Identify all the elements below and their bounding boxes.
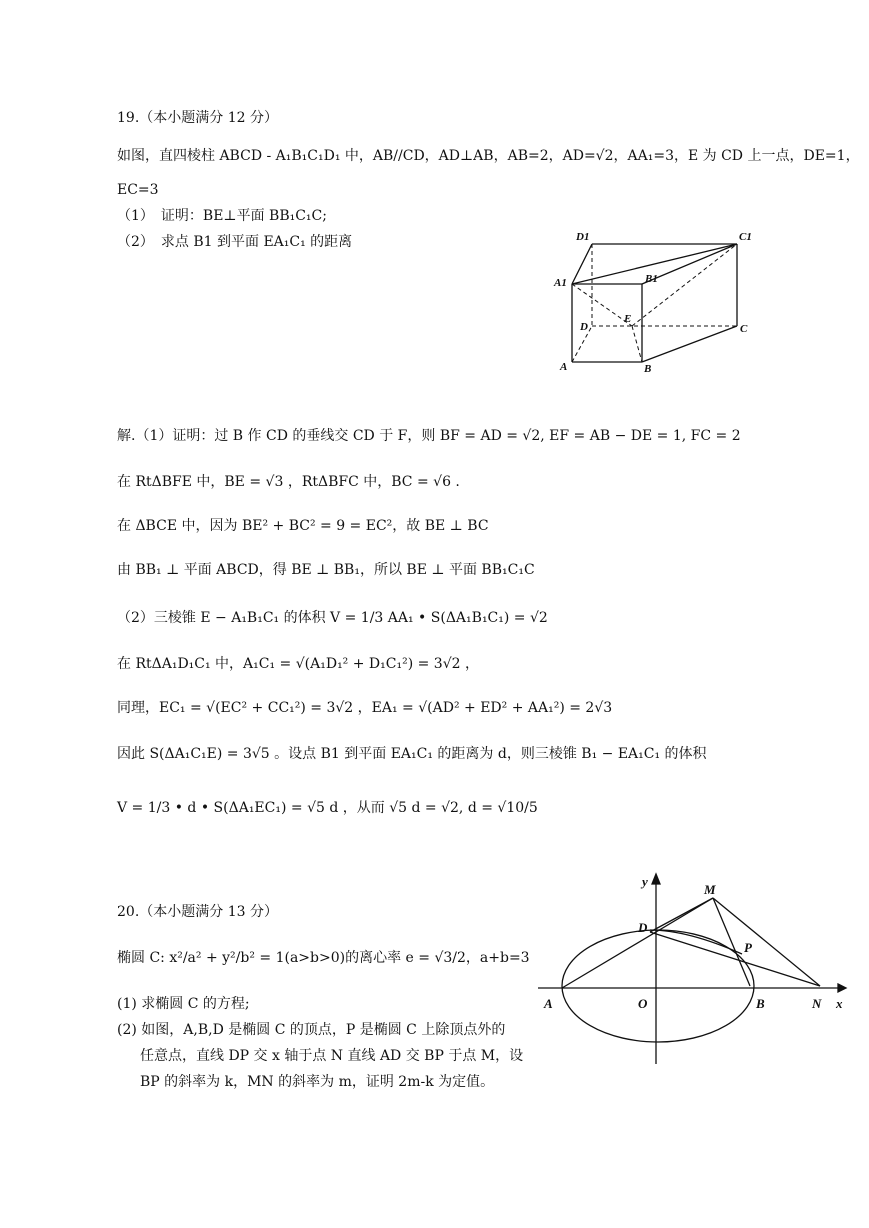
q20-part2-line3: BP 的斜率为 k，MN 的斜率为 m，证明 2m-k 为定值。 [140, 1074, 495, 1090]
label-x: x [836, 996, 843, 1011]
label-n: N [812, 996, 822, 1011]
solution-step9: V = 1/3 • d • S(ΔA₁EC₁) = √5 d ，从而 √5 d = √2, d = √10/5 [117, 800, 538, 816]
q20-header: 20.（本小题满分 13 分） [117, 904, 278, 920]
label-c: C [740, 323, 748, 335]
solution-step2: 在 RtΔBFE 中，BE = √3 ，RtΔBFC 中，BC = √6 . [117, 474, 460, 490]
solution-step8: 因此 S(ΔA₁C₁E) = 3√5 。设点 B1 到平面 EA₁C₁ 的距离为 d，则三棱锥 B₁ − EA₁C₁ 的体积 [117, 746, 707, 762]
label-e: E [624, 313, 632, 325]
q19-statement-line1: 如图，直四棱柱 ABCD - A₁B₁C₁D₁ 中，AB//CD，AD⊥AB，AB=2，AD=√2，AA₁=3，E 为 CD 上一点，DE=1， [117, 148, 860, 164]
label-d1: D1 [576, 231, 590, 243]
q20-statement: 椭圆 C: x²/a² + y²/b² = 1(a>b>0)的离心率 e = √3/2，a+b=3 [117, 950, 530, 966]
label-d: D [580, 321, 588, 333]
label-m: M [704, 882, 716, 897]
q20-part2-line2: 任意点，直线 DP 交 x 轴于点 N 直线 AD 交 BP 于点 M，设 [140, 1048, 524, 1064]
label-b: B [756, 996, 765, 1011]
label-a1: A1 [554, 277, 567, 289]
q19-statement-line2: EC=3 [117, 182, 159, 198]
q19-part2: （2） 求点 B1 到平面 EA₁C₁ 的距离 [117, 234, 353, 250]
q20-part2-line1: (2) 如图，A,B,D 是椭圆 C 的顶点，P 是椭圆 C 上除顶点外的 [117, 1022, 506, 1038]
label-o: O [638, 996, 648, 1011]
q19-part1: （1） 证明：BE⊥平面 BB₁C₁C; [117, 208, 327, 224]
prism-figure [552, 222, 757, 374]
solution-step7: 同理，EC₁ = √(EC² + CC₁²) = 3√2 ，EA₁ = √(AD² + ED² + AA₁²) = 2√3 [117, 700, 613, 716]
label-p: P [744, 940, 752, 955]
label-d: D [638, 920, 648, 935]
solution-step4: 由 BB₁ ⊥ 平面 ABCD，得 BE ⊥ BB₁，所以 BE ⊥ 平面 BB₁C₁C [117, 562, 535, 578]
q19-header: 19.（本小题满分 12 分） [117, 110, 278, 126]
ellipse-figure [528, 868, 853, 1068]
label-a: A [544, 996, 553, 1011]
label-a: A [560, 361, 568, 373]
label-c1: C1 [739, 231, 752, 243]
solution-step3: 在 ΔBCE 中，因为 BE² + BC² = 9 = EC²，故 BE ⊥ BC [117, 518, 489, 534]
label-b1: B1 [645, 273, 658, 285]
solution-step5: （2）三棱锥 E − A₁B₁C₁ 的体积 V = 1/3 AA₁ • S(ΔA₁B₁C₁) = √2 [117, 610, 548, 626]
solution-step6: 在 RtΔA₁D₁C₁ 中，A₁C₁ = √(A₁D₁² + D₁C₁²) = 3√2 ， [117, 656, 479, 672]
label-y: y [642, 874, 648, 889]
solution-step1: 解.（1）证明：过 B 作 CD 的垂线交 CD 于 F，则 BF = AD = √2, EF = AB − DE = 1, FC = 2 [117, 428, 741, 444]
label-b: B [644, 363, 652, 374]
q20-part1: (1) 求椭圆 C 的方程; [117, 996, 250, 1012]
